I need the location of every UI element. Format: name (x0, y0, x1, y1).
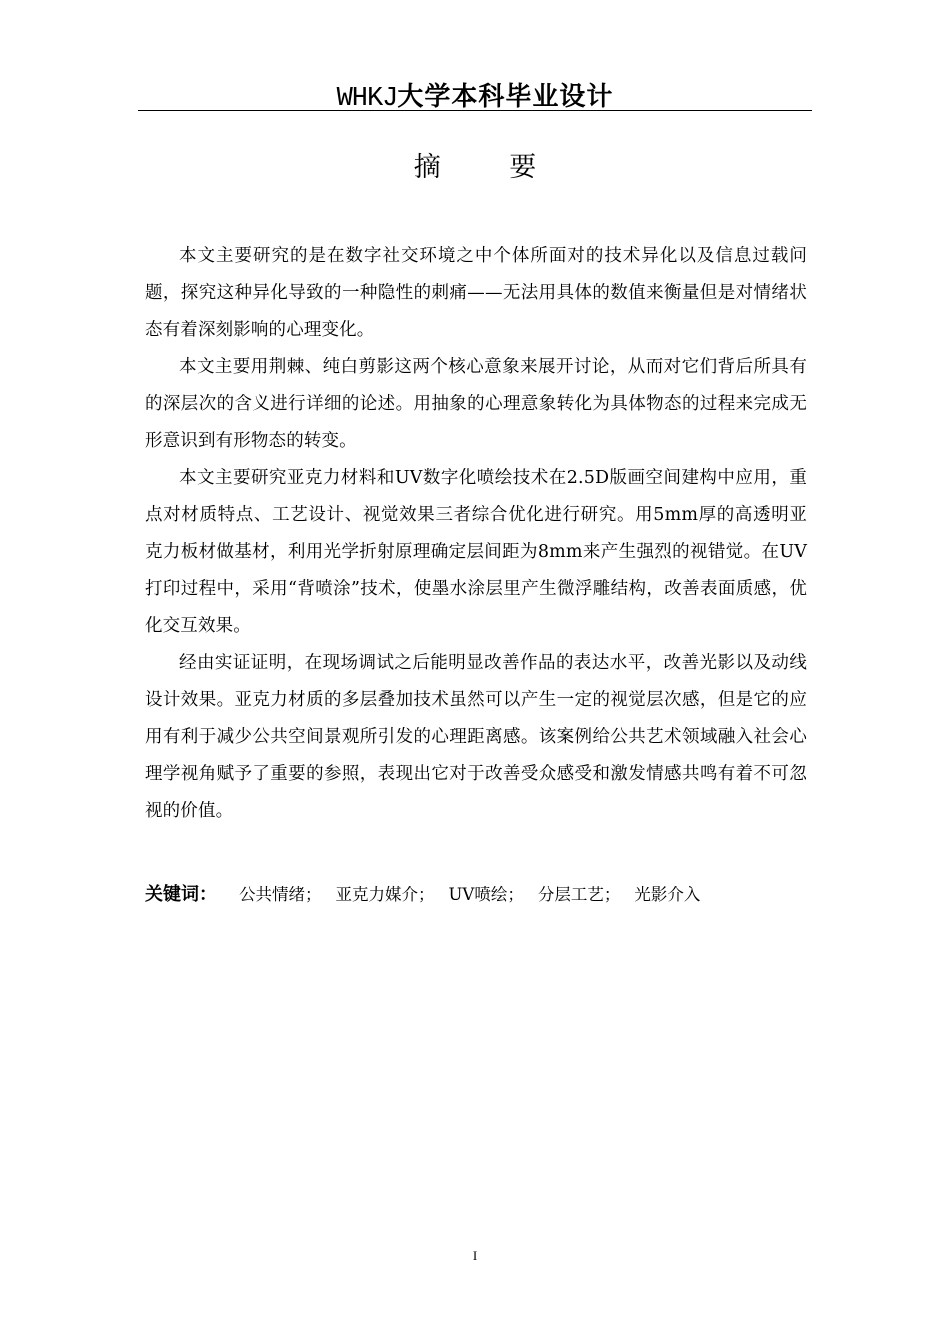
keyword-separator: ； (603, 885, 621, 904)
keyword-item: 公共情绪 (239, 885, 305, 904)
abstract-paragraph-3: 本文主要研究亚克力材料和UV数字化喷绘技术在2.5D版画空间建构中应用，重点对材质特点、工艺设计、视觉效果三者综合优化进行研究。用5mm厚的高透明亚克力板材做基材，利用光学折射原理确定层间距为8mm来产生强烈的视错觉。在UV打印过程中，采用“背喷涂”技术，使墨水涂层里产生微浮雕结构，改善表面质感，优化交互效果。 (145, 468, 807, 636)
abstract-title: 摘 要 (413, 152, 567, 183)
abstract-paragraph-2: 本文主要用荆棘、纯白剪影这两个核心意象来展开讨论，从而对它们背后所具有的深层次的含义进行详细的论述。用抽象的心理意象转化为具体物态的过程来完成无形意识到有形物态的转变。 (145, 357, 807, 451)
abstract-paragraph-4: 经由实证证明，在现场调试之后能明显改善作品的表达水平，改善光影以及动线设计效果。亚克力材质的多层叠加技术虽然可以产生一定的视觉层次感，但是它的应用有利于减少公共空间景观所引发的心理距离感。该案例给公共艺术领域融入社会心理学视角赋予了重要的参照，表现出它对于改善受众感受和激发情感共鸣有着不可忽视的价值。 (145, 653, 807, 821)
abstract-paragraph-1: 本文主要研究的是在数字社交环境之中个体所面对的技术异化以及信息过载问题，探究这种异化导致的一种隐性的刺痛——无法用具体的数值来衡量但是对情绪状态有着深刻影响的心理变化。 (145, 246, 807, 340)
keyword-item: 光影介入 (634, 885, 701, 904)
abstract-body (145, 238, 807, 830)
keyword-item: 分层工艺 (537, 885, 604, 904)
header-school-code: WHKJ (336, 84, 398, 114)
header-divider (138, 110, 812, 111)
keyword-item: 亚克力媒介 (335, 885, 418, 904)
keywords-line (145, 878, 807, 912)
keyword-item: UV喷绘 (448, 885, 508, 904)
page-number: I (472, 1248, 478, 1263)
keywords-label: 关键词： (145, 884, 217, 905)
keyword-separator: ； (418, 885, 435, 904)
running-header (138, 76, 812, 114)
keyword-separator: ； (507, 885, 524, 904)
keyword-separator: ； (305, 885, 322, 904)
header-document-type: 大学本科毕业设计 (397, 82, 614, 112)
